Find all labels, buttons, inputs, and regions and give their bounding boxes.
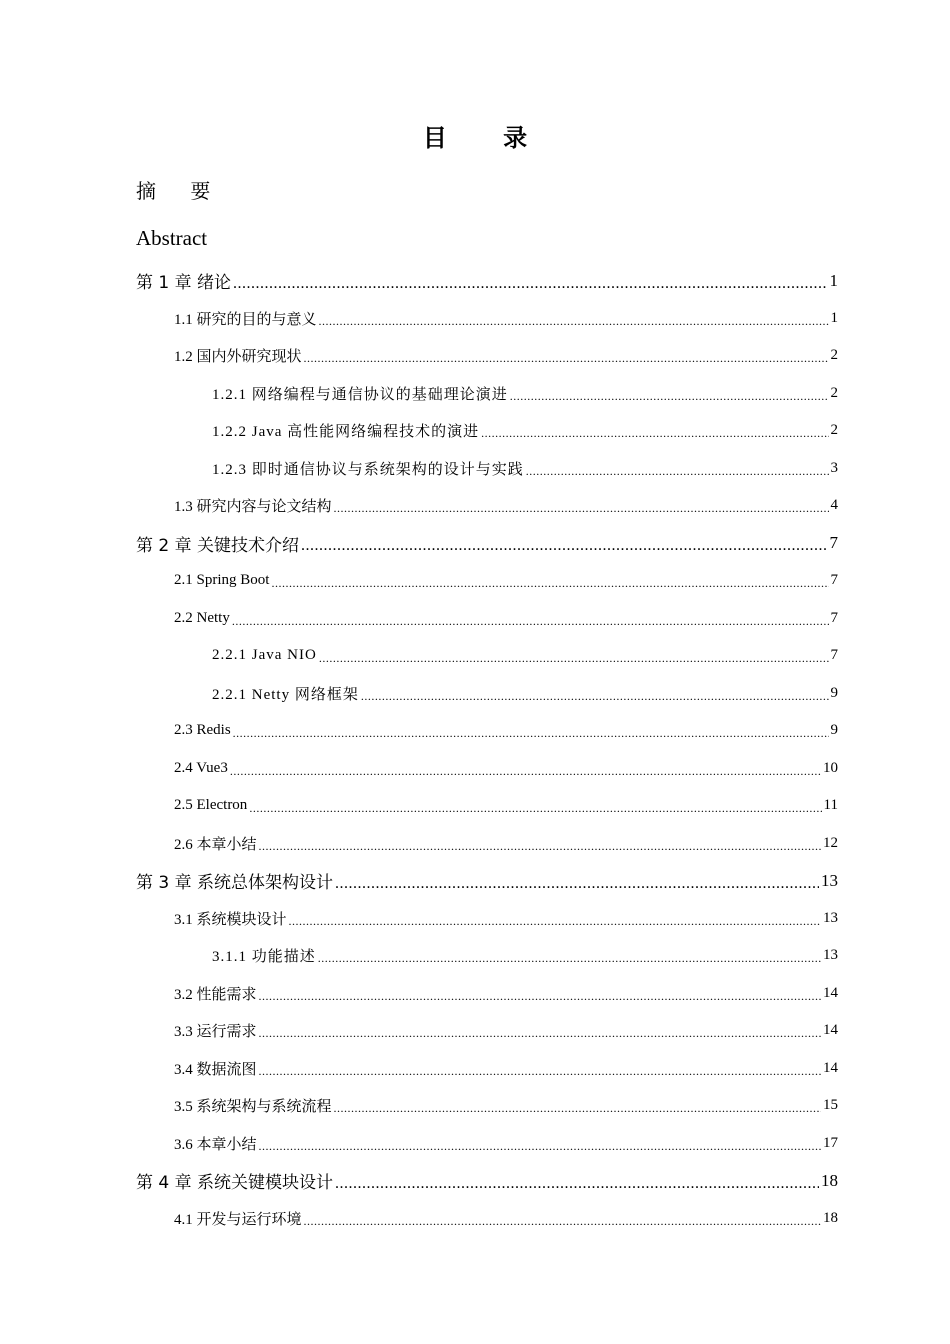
toc-section-entry[interactable] — [136, 712, 838, 750]
toc-entry-label: 第 2 章 关键技术介绍 — [136, 535, 300, 556]
toc-entry-label: 1.3 研究内容与论文结构 — [174, 499, 332, 516]
toc-subsection-entry[interactable] — [136, 412, 838, 450]
dot-leader — [481, 426, 828, 441]
toc-subsection-entry[interactable] — [136, 637, 838, 675]
toc-entry-label: 第 1 章 绪论 — [136, 273, 232, 294]
toc-entry-label: 1.2.2 Java 高性能网络编程技术的演进 — [212, 424, 480, 441]
toc-section-entry[interactable] — [136, 562, 838, 600]
dot-leader — [304, 351, 829, 366]
dot-leader — [301, 537, 827, 555]
dot-leader — [259, 1064, 821, 1079]
toc-page-number: 2 — [830, 384, 838, 401]
toc-entry-label: 第 4 章 系统关键模块设计 — [136, 1173, 334, 1194]
dot-leader — [319, 314, 829, 329]
toc-entry-label: 3.4 数据流图 — [174, 1061, 257, 1078]
toc-page-number: 7 — [830, 572, 838, 589]
toc-subsection-entry[interactable] — [136, 675, 838, 713]
toc-section-entry[interactable] — [136, 1125, 838, 1163]
toc-section-entry[interactable] — [136, 750, 838, 788]
toc-page-number: 13 — [823, 909, 838, 926]
toc-entry-label: 第 3 章 系统总体架构设计 — [136, 873, 334, 894]
toc-section-entry[interactable] — [136, 825, 838, 863]
toc-entry-label: 2.5 Electron — [174, 797, 248, 814]
toc-entry-label: 4.1 开发与运行环境 — [174, 1211, 302, 1228]
toc-entry-label: 3.2 性能需求 — [174, 986, 257, 1003]
toc-page-number: 17 — [823, 1134, 838, 1151]
toc-page-number: 12 — [823, 834, 838, 851]
toc-section-entry[interactable] — [136, 300, 838, 338]
dot-leader — [249, 801, 821, 816]
abstract-zh-heading: 摘 要 — [136, 179, 225, 203]
toc-section-entry[interactable] — [136, 337, 838, 375]
toc-entry-label: 3.6 本章小结 — [174, 1136, 257, 1153]
dot-leader — [230, 764, 821, 779]
dot-leader — [233, 275, 827, 293]
toc-page-number: 14 — [823, 984, 838, 1001]
toc-entry-label: 2.2.1 Java NIO — [212, 647, 317, 664]
toc-subsection-entry[interactable] — [136, 375, 838, 413]
toc-page-number: 18 — [821, 1170, 838, 1190]
dot-leader — [233, 726, 829, 741]
toc-entry-label: 2.1 Spring Boot — [174, 572, 270, 589]
toc-section-entry[interactable] — [136, 1050, 838, 1088]
dot-leader — [334, 501, 829, 516]
toc-page-number: 9 — [830, 722, 838, 739]
toc-page-number: 9 — [830, 684, 838, 701]
toc-entry-label: 2.6 本章小结 — [174, 836, 257, 853]
toc-page-number: 13 — [821, 870, 838, 890]
toc-page-number: 2 — [830, 422, 838, 439]
toc-page-number: 7 — [830, 609, 838, 626]
toc-section-entry[interactable] — [136, 975, 838, 1013]
toc-page-number: 10 — [823, 759, 838, 776]
dot-leader — [289, 914, 821, 929]
toc-chapter-entry[interactable] — [136, 525, 838, 563]
toc-section-entry[interactable] — [136, 787, 838, 825]
toc-entry-label: 3.1 系统模块设计 — [174, 911, 287, 928]
dot-leader — [335, 875, 819, 893]
toc-page-number: 14 — [823, 1059, 838, 1076]
toc-entry-label: 1.2.1 网络编程与通信协议的基础理论演进 — [212, 386, 508, 403]
toc-page-number: 3 — [830, 459, 838, 476]
toc-chapter-entry[interactable] — [136, 262, 838, 300]
toc-entry-label: 1.1 研究的目的与意义 — [174, 311, 317, 328]
dot-leader — [304, 1214, 821, 1229]
dot-leader — [271, 576, 828, 591]
toc-subsection-entry[interactable] — [136, 937, 838, 975]
toc-entry-label: 3.3 运行需求 — [174, 1024, 257, 1041]
dot-leader — [334, 1101, 821, 1116]
toc-page-number: 7 — [829, 533, 838, 553]
toc-page-number: 2 — [830, 347, 838, 364]
toc-entry-label: 3.1.1 功能描述 — [212, 949, 316, 966]
toc-section-entry[interactable] — [136, 1200, 838, 1238]
toc-subsection-entry[interactable] — [136, 450, 838, 488]
toc-section-entry[interactable] — [136, 1012, 838, 1050]
toc-chapter-entry[interactable] — [136, 862, 838, 900]
toc-page-number: 1 — [830, 309, 838, 326]
dot-leader — [510, 389, 829, 404]
dot-leader — [318, 951, 821, 966]
toc-chapter-entry[interactable] — [136, 1162, 838, 1200]
toc-entry-label: 1.2.3 即时通信协议与系统架构的设计与实践 — [212, 461, 524, 478]
dot-leader — [259, 989, 821, 1004]
toc-section-entry[interactable] — [136, 900, 838, 938]
toc-page-number: 4 — [830, 497, 838, 514]
toc-page-number: 14 — [823, 1022, 838, 1039]
toc-entry-label: 2.3 Redis — [174, 722, 231, 739]
dot-leader — [259, 1026, 821, 1041]
toc-page-number: 7 — [830, 647, 838, 664]
toc-section-entry[interactable] — [136, 487, 838, 525]
dot-leader — [526, 464, 829, 479]
toc-page-number: 18 — [823, 1209, 838, 1226]
toc-title: 目 录 — [422, 124, 552, 152]
dot-leader — [319, 651, 829, 666]
toc-entry-label: 1.2 国内外研究现状 — [174, 349, 302, 366]
dot-leader — [259, 1139, 821, 1154]
abstract-en-heading: Abstract — [136, 226, 208, 250]
toc-page-number: 1 — [829, 270, 838, 290]
toc-entry-label: 2.2 Netty — [174, 609, 230, 626]
toc-entry-label: 2.2.1 Netty 网络框架 — [212, 686, 359, 703]
dot-leader — [259, 839, 821, 854]
toc-entry-list — [136, 262, 838, 1237]
dot-leader — [335, 1175, 819, 1193]
toc-page-number: 15 — [823, 1097, 838, 1114]
toc-page-number: 13 — [823, 947, 838, 964]
dot-leader — [232, 614, 829, 629]
toc-entry-label: 2.4 Vue3 — [174, 759, 228, 776]
toc-page-number: 11 — [823, 797, 838, 814]
dot-leader — [361, 689, 829, 704]
toc-entry-label: 3.5 系统架构与系统流程 — [174, 1099, 332, 1116]
toc-section-entry[interactable] — [136, 1087, 838, 1125]
toc-section-entry[interactable] — [136, 600, 838, 638]
